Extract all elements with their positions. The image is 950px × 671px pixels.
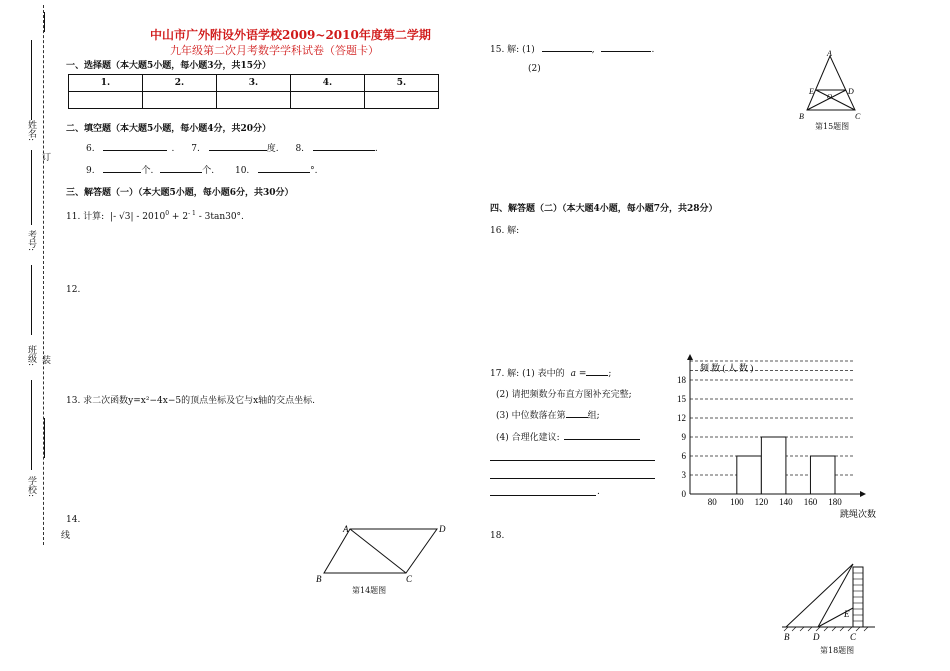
q17-blank-group[interactable] [566, 408, 588, 418]
x-tick-label-100: 100 [730, 497, 744, 507]
section-solve2-heading: 四、解答题（二）（本大题4小题，每小题7分，共28分） [490, 204, 718, 214]
ladder-rungs [853, 573, 863, 621]
q11-abs: |- √3| [110, 212, 134, 222]
histogram-bar-1 [737, 456, 762, 494]
f15-label-b: B [799, 112, 804, 121]
choice-answer-4[interactable] [291, 92, 365, 109]
q8-blank[interactable] [313, 141, 375, 151]
f14-label-c: C [406, 574, 413, 584]
f15-label-d: D [848, 87, 854, 96]
q7-unit: 度. [266, 144, 279, 154]
q15-line [490, 42, 654, 55]
x-tick-label-80: 80 [707, 497, 717, 507]
line-of-sight-b [786, 564, 853, 627]
q17-eq: = [578, 369, 587, 379]
choice-col-5: 5. [365, 75, 439, 92]
binding-dashed-line [43, 5, 44, 545]
binding-tick-bottom [44, 418, 45, 458]
q9-blank-1[interactable] [103, 163, 141, 173]
school-label: 学校: [26, 476, 36, 498]
f14-label-a: A [343, 524, 349, 534]
school-line [31, 380, 32, 470]
figure-15 [795, 50, 865, 122]
y-tick-label-15: 15 [677, 394, 686, 404]
section-solve1-heading: 三、解答题（一）（本大题5小题，每小题6分，共30分） [66, 188, 294, 198]
q11-term-tan: - 3tan30°. [198, 212, 244, 222]
name-line [31, 40, 32, 120]
q15-end: . [651, 45, 655, 55]
q17-answer-line-1[interactable] [490, 460, 655, 461]
triangle-abc [807, 56, 855, 110]
choice-col-2: 2. [143, 75, 217, 92]
f14-label-b: B [316, 574, 322, 584]
q17-var-a: a [570, 369, 576, 379]
q8-end: . [374, 144, 378, 154]
name-label: 姓名: [26, 120, 36, 142]
q17-blank-advice[interactable] [564, 430, 640, 440]
f15-label-c: C [855, 112, 861, 121]
page-subtitle: 九年级第二次月考数学学科试卷（答题卡） [170, 44, 379, 57]
x-tick-label-160: 160 [803, 497, 818, 507]
q11-exp-0: 0 [165, 210, 170, 217]
histogram-bar-2 [761, 437, 786, 494]
y-tick-label-9: 9 [681, 432, 686, 442]
q17-part1-end: ; [608, 369, 612, 379]
q11-label: 11. 计算: [66, 212, 105, 222]
f15-label-o: O [827, 93, 833, 101]
q15-sep: , [591, 45, 595, 55]
f18-label-b: B [784, 632, 790, 642]
q9-label: 9. [86, 166, 95, 176]
figure-15-caption: 第15题图 [815, 122, 850, 131]
q10-unit: °. [310, 166, 318, 176]
histogram-bar-3 [810, 456, 835, 494]
q6-label: 6. [86, 144, 95, 154]
q17-end: . [597, 487, 600, 497]
table-row [69, 75, 439, 92]
choice-answer-table [68, 74, 439, 109]
class-line [31, 265, 32, 335]
binding-tick-top [44, 12, 45, 32]
f18-label-c: C [850, 632, 857, 642]
q17-part4 [496, 430, 640, 443]
q11-term-2: + 2 [171, 212, 189, 222]
q17-part3-label: (3) 中位数落在第 [496, 411, 566, 421]
choice-answer-5[interactable] [365, 92, 439, 109]
q17-part2: (2) 请把频数分布直方图补充完整; [496, 390, 632, 400]
page-title: 中山市广外附设外语学校2009~2010年度第二学期 [150, 28, 431, 42]
q11-term-2010: - 2010 [136, 212, 166, 222]
choice-col-4: 4. [291, 75, 365, 92]
q18-label: 18. [490, 531, 505, 541]
y-tick-label-18: 18 [677, 375, 686, 385]
y-tick-label-12: 12 [677, 413, 686, 423]
section-fill-heading: 二、填空题（本大题5小题，每小题4分，共20分） [66, 124, 272, 134]
y-tick-label-0: 0 [681, 489, 686, 499]
f18-label-e: E [844, 609, 850, 619]
q15-part2: (2) [528, 64, 541, 74]
binding-ding: 订 [40, 152, 50, 161]
q17-part1-label: 17. 解: (1) 表中的 [490, 369, 565, 379]
x-tick-label-180: 180 [828, 497, 842, 507]
x-tick-label-120: 120 [754, 497, 769, 507]
binding-xian: 线 [59, 530, 69, 539]
q15-label: 15. 解: (1) [490, 45, 535, 55]
choice-answer-1[interactable] [69, 92, 143, 109]
diagonal-ac [350, 529, 406, 573]
q17-part3 [496, 408, 600, 421]
table-row [69, 92, 439, 109]
q15-blank-1[interactable] [542, 42, 592, 52]
q17-part1 [490, 366, 611, 379]
fill-row-1: 6. . 7. 度. 8. . [86, 141, 378, 154]
choice-col-3: 3. [217, 75, 291, 92]
q14-label: 14. [66, 515, 81, 525]
exam-no-label: 考号: [26, 230, 36, 252]
q17-blank-a[interactable] [586, 366, 608, 376]
f14-label-d: D [439, 524, 446, 534]
x-axis-arrow [860, 491, 866, 497]
q17-part4-label: (4) 合理化建议: [496, 433, 560, 443]
x-axis-label: 跳绳次数 [840, 509, 877, 519]
figure-14 [310, 520, 450, 595]
choice-answer-2[interactable] [143, 92, 217, 109]
y-tick-label-6: 6 [681, 451, 686, 461]
q13-label: 13. 求二次函数y=x²−4x−5的顶点坐标及它与x轴的交点坐标. [66, 396, 316, 406]
q11 [66, 209, 244, 222]
q9-unit-2: 个. [202, 166, 215, 176]
fill-row-2 [86, 163, 318, 176]
f15-label-a: A [827, 50, 832, 58]
parallelogram-abcd [324, 529, 437, 573]
q15-blank-2[interactable] [601, 42, 651, 52]
q7-label: 7. [191, 144, 200, 154]
q9-blank-2[interactable] [160, 163, 202, 173]
figure-18-caption: 第18题图 [820, 646, 855, 655]
figure-18 [780, 560, 880, 648]
y-tick-label-3: 3 [681, 470, 686, 480]
q10-label: 10. [234, 166, 250, 176]
q12-label: 12. [66, 285, 81, 295]
f18-label-d: D [813, 632, 820, 642]
f15-label-e: E [809, 87, 814, 96]
binding-zhuang: 装 [40, 355, 50, 364]
choice-col-1: 1. [69, 75, 143, 92]
q8-label: 8. [295, 144, 305, 154]
ground-hatch [784, 627, 868, 631]
q16-label: 16. 解: [490, 226, 520, 236]
q6-blank[interactable] [103, 141, 167, 151]
section-choice-heading: 一、选择题（本大题5小题，每小题3分，共15分） [66, 61, 272, 71]
class-label: 班级: [26, 345, 36, 367]
q11-exp-neg1: - 1 [188, 210, 196, 217]
exam-no-line [31, 150, 32, 225]
q10-blank[interactable] [258, 163, 310, 173]
q7-blank[interactable] [209, 141, 267, 151]
q9-unit-1: 个. [141, 166, 154, 176]
figure-14-caption: 第14题图 [352, 586, 387, 595]
y-axis-label: 频 数 ( 人 数 ) [700, 363, 754, 373]
q17-answer-line-3[interactable] [490, 495, 596, 496]
y-axis-arrow [687, 354, 693, 360]
frequency-histogram [670, 352, 890, 522]
x-tick-label-140: 140 [779, 497, 793, 507]
q17-answer-line-2[interactable] [490, 478, 655, 479]
choice-answer-3[interactable] [217, 92, 291, 109]
q17-part3-end: 组; [587, 411, 600, 421]
